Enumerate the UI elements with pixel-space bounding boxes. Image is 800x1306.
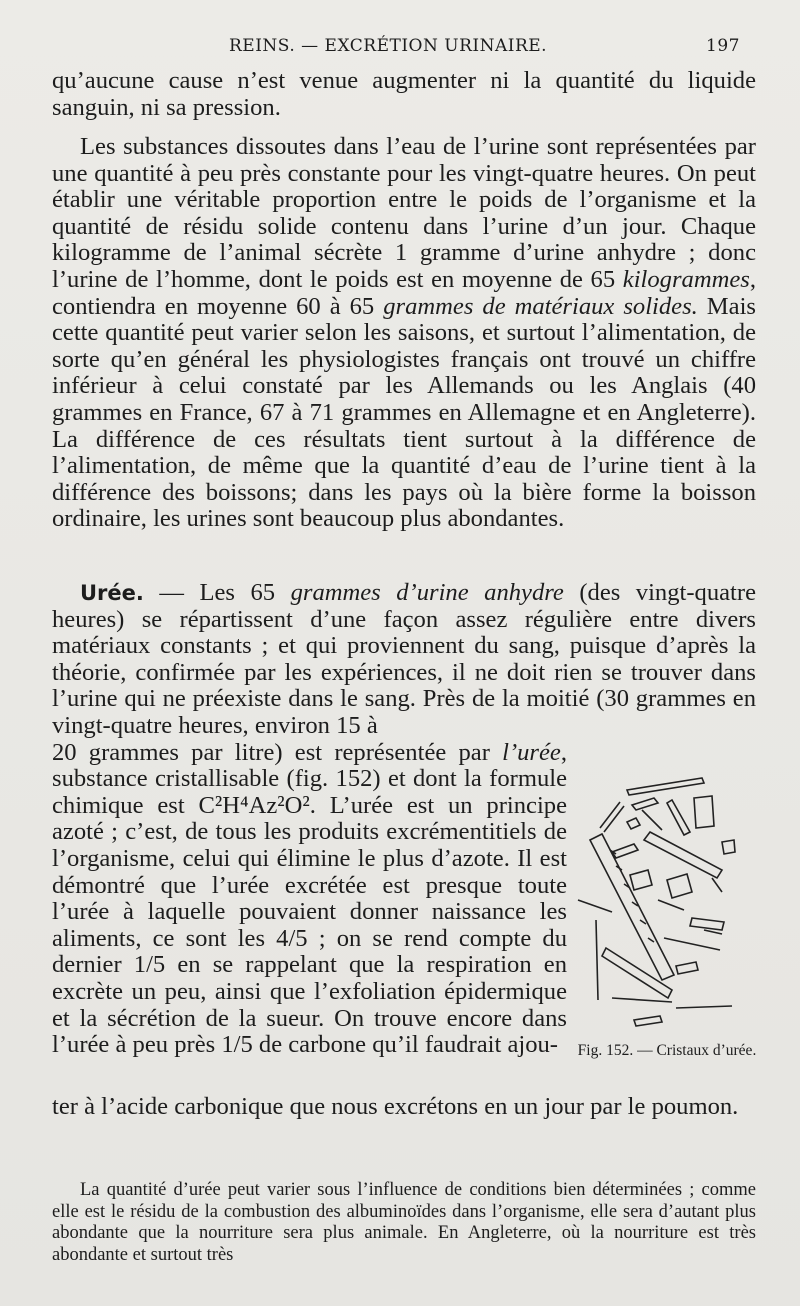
paragraph-3-wrapped (52, 740, 567, 1059)
paragraph-continuation (52, 68, 756, 121)
crystal-right-rod (676, 1006, 732, 1008)
small-print-paragraph (52, 1180, 756, 1266)
p3-end-text: ter à l’acide carbonique que nous excrétons en un jour par le poumon. (52, 1093, 739, 1120)
crystal-rod (578, 900, 612, 912)
page-number: 197 (706, 36, 740, 56)
crystal-bottom-piece (634, 1016, 662, 1026)
crystal-notched (667, 874, 692, 898)
crystal-small-rod (704, 930, 722, 934)
p2-italic-kilogrammes: kilogrammes (622, 265, 750, 293)
crystal-square (630, 870, 652, 890)
p2-text-c: , contiendra en moyenne 60 à 65 (52, 265, 756, 320)
crystal-plate-bottom (602, 948, 672, 998)
p2-text-e: Mais cette quantité peut varier selon les saisons, et surtout l’alimentation, de sorte qu’en général les physiologistes français ont trouvé un chiffre inférieur à celui constaté par les Allemands ou les Anglais (40 grammes en France, 67 à 71 grammes en Allemagne et en Angleterre). La différence de ces résultats tient surtout à la différence de l’alimentation, de même que la quantité d’eau de l’urine tient à la différence des boissons; dans les pays où la bière forme la boisson ordinaire, les urines sont beaucoup plus abondantes. (52, 292, 756, 533)
urea-crystals-figure (572, 770, 762, 1032)
crystal-tiny (722, 840, 735, 854)
crystal-base-rod (612, 998, 672, 1002)
paragraph-3-end (52, 1094, 756, 1121)
crystal-plate (694, 796, 714, 828)
running-header (52, 36, 740, 58)
crystal-bar-2 (664, 938, 720, 950)
section-heading-uree: Urée. (80, 581, 144, 605)
crystal-prism (667, 800, 690, 835)
p4-text: La quantité d’urée peut varier sous l’influence de conditions bien déterminées ; comme elle est le résidu de la combustion des albuminoïdes dans l’organisme, elle sera d’autant plus abondante que la nourriture sera plus animale. En Angleterre, où la nourriture est très abondante et surtout très (52, 1180, 756, 1265)
crystal-line (642, 810, 662, 830)
p3wrap-text-c: , substance cristallisable (fig. 152) et dont la formule chimique est C²H⁴Az²O². L’urée est un principe azoté ; c’est, de tous les produits excrémentitiels de l’organisme, celui qui élimine le plus d’azote. Il est démontré que l’urée excrétée est presque toute l’urée à laquelle pouvaient donner naissance les aliments, ce sont les 4/5 ; on se rend compte du dernier 1/5 en se rappelant que la respiration en excrète un peu, ainsi que l’exfoliation épidermique et la sécrétion de la sueur. On trouve encore dans l’urée à peu près 1/5 de carbone qu’il faudrait ajou- (52, 738, 567, 1059)
paragraph-1-text: qu’aucune cause n’est venue augmenter ni la quantité du liquide sanguin, ni sa pression. (52, 67, 756, 121)
crystal-box (627, 818, 640, 829)
crystal-small (632, 798, 658, 810)
p3-text-c: (des vingt-quatre heures) se répartissent d’une façon assez régulière entre divers matériaux constants ; et qui proviennent du sang, puisque d’après la théorie, confirmée par les expériences, il ne doit rien se trouver dans l’urine qui ne préexiste dans le sang. Près de la moitié (30 grammes en vingt-quatre heures, environ 15 à (52, 579, 756, 739)
p2-italic-materiaux: grammes de matériaux solides. (383, 292, 698, 320)
crystal-slanted (600, 802, 624, 832)
crystal-rod-2 (658, 900, 684, 910)
crystal-square-bottom (676, 962, 698, 974)
crystal-bar (690, 918, 724, 930)
header-title: REINS. — EXCRÉTION URINAIRE. (229, 36, 548, 56)
p3wrap-italic-uree: l’urée (502, 738, 561, 766)
p3-text-a: — Les 65 (143, 579, 291, 606)
p3wrap-text-a: 20 grammes par litre) est représentée par (52, 738, 503, 766)
crystal-drawings (578, 778, 735, 1026)
p2-text-a: Les substances dissoutes dans l’eau de l’urine sont représentées par une quantité à peu près constante pour les vingt-quatre heures. On peut établir une véritable proportion entre le poids de l’organisme et la quantité de résidu solide contenu dans l’urine d’un jour. Chaque kilogramme de l’animal sécrète 1 gramme d’urine anhydre ; donc l’urine de l’homme, dont le poids est en moyenne de 65 (52, 133, 756, 293)
crystal-needle (627, 778, 704, 795)
crystal-long-prism (644, 832, 722, 878)
crystal-dash (712, 878, 722, 892)
crystal-vertical-line (596, 920, 598, 1000)
figure-caption: Fig. 152. — Cristaux d’urée. (577, 1042, 757, 1059)
crystal-hex (612, 844, 638, 858)
crystal-large-needle (590, 834, 674, 980)
paragraph-2 (52, 134, 756, 533)
p3-italic-urine: grammes d’urine anhydre (290, 579, 564, 606)
